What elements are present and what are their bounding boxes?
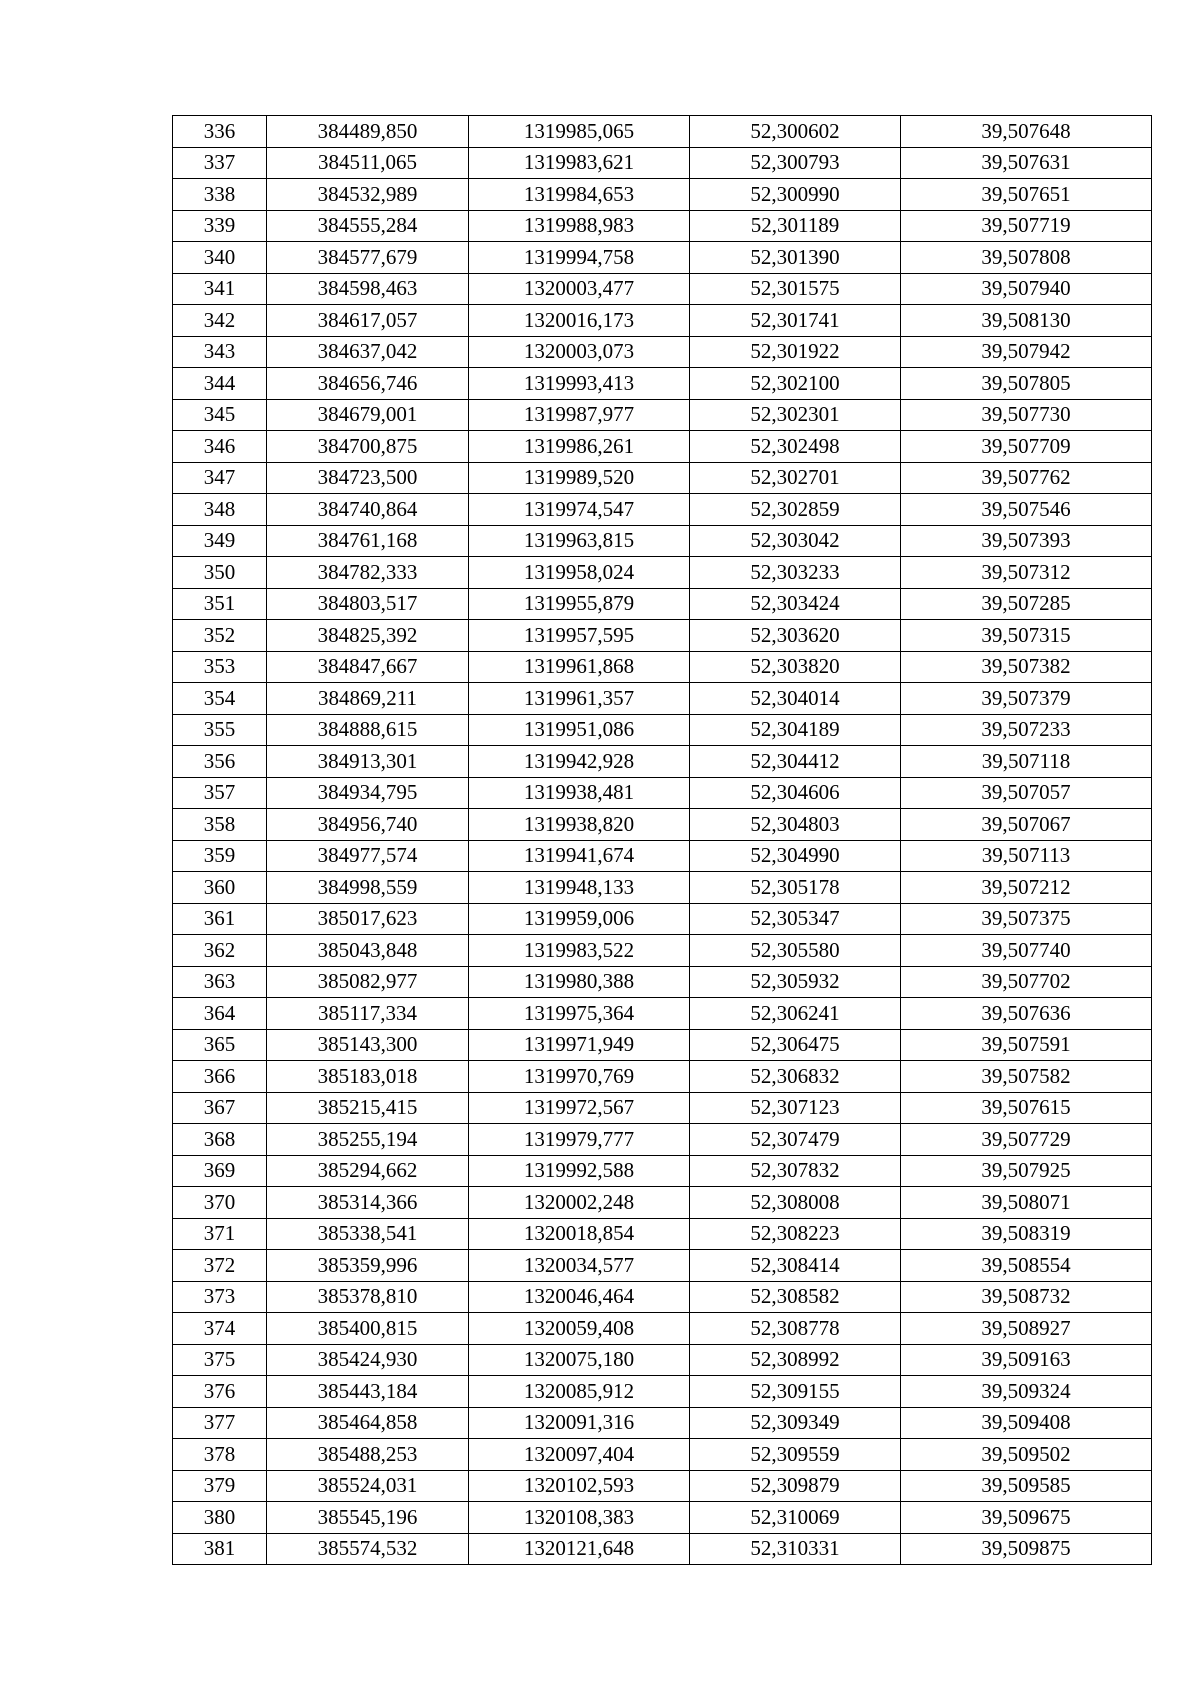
x-coordinate-cell: 384761,168	[267, 525, 469, 557]
x-coordinate-cell: 384869,211	[267, 683, 469, 715]
point-number-cell: 349	[173, 525, 267, 557]
latitude-cell: 52,308008	[690, 1187, 901, 1219]
latitude-cell: 52,304990	[690, 840, 901, 872]
x-coordinate-cell: 384656,746	[267, 368, 469, 400]
latitude-cell: 52,301922	[690, 336, 901, 368]
longitude-cell: 39,509502	[901, 1439, 1152, 1471]
y-coordinate-cell: 1319992,588	[469, 1155, 690, 1187]
y-coordinate-cell: 1319987,977	[469, 399, 690, 431]
table-row	[173, 525, 1152, 557]
y-coordinate-cell: 1319972,567	[469, 1092, 690, 1124]
longitude-cell: 39,507631	[901, 147, 1152, 179]
point-number-cell: 367	[173, 1092, 267, 1124]
longitude-cell: 39,507379	[901, 683, 1152, 715]
y-coordinate-cell: 1320003,477	[469, 273, 690, 305]
table-row	[173, 1187, 1152, 1219]
point-number-cell: 363	[173, 966, 267, 998]
table-row	[173, 1092, 1152, 1124]
point-number-cell: 343	[173, 336, 267, 368]
y-coordinate-cell: 1319957,595	[469, 620, 690, 652]
latitude-cell: 52,309155	[690, 1376, 901, 1408]
table-row	[173, 588, 1152, 620]
y-coordinate-cell: 1319975,364	[469, 998, 690, 1030]
table-row	[173, 368, 1152, 400]
table-row	[173, 1439, 1152, 1471]
table-row	[173, 1124, 1152, 1156]
longitude-cell: 39,509675	[901, 1502, 1152, 1534]
point-number-cell: 360	[173, 872, 267, 904]
latitude-cell: 52,305178	[690, 872, 901, 904]
longitude-cell: 39,507315	[901, 620, 1152, 652]
point-number-cell: 361	[173, 903, 267, 935]
table-row	[173, 431, 1152, 463]
table-row	[173, 966, 1152, 998]
y-coordinate-cell: 1319989,520	[469, 462, 690, 494]
longitude-cell: 39,507393	[901, 525, 1152, 557]
table-row	[173, 494, 1152, 526]
table-row	[173, 1281, 1152, 1313]
y-coordinate-cell: 1319951,086	[469, 714, 690, 746]
latitude-cell: 52,304606	[690, 777, 901, 809]
x-coordinate-cell: 384847,667	[267, 651, 469, 683]
x-coordinate-cell: 384977,574	[267, 840, 469, 872]
y-coordinate-cell: 1319938,481	[469, 777, 690, 809]
x-coordinate-cell: 385017,623	[267, 903, 469, 935]
x-coordinate-cell: 384803,517	[267, 588, 469, 620]
x-coordinate-cell: 385143,300	[267, 1029, 469, 1061]
point-number-cell: 374	[173, 1313, 267, 1345]
latitude-cell: 52,301741	[690, 305, 901, 337]
y-coordinate-cell: 1319961,357	[469, 683, 690, 715]
x-coordinate-cell: 384532,989	[267, 179, 469, 211]
latitude-cell: 52,303424	[690, 588, 901, 620]
table-row	[173, 1218, 1152, 1250]
point-number-cell: 357	[173, 777, 267, 809]
point-number-cell: 365	[173, 1029, 267, 1061]
longitude-cell: 39,509163	[901, 1344, 1152, 1376]
y-coordinate-cell: 1320102,593	[469, 1470, 690, 1502]
x-coordinate-cell: 385215,415	[267, 1092, 469, 1124]
point-number-cell: 378	[173, 1439, 267, 1471]
table-row	[173, 1250, 1152, 1282]
x-coordinate-cell: 384637,042	[267, 336, 469, 368]
table-row	[173, 116, 1152, 148]
table-row	[173, 840, 1152, 872]
y-coordinate-cell: 1319983,522	[469, 935, 690, 967]
latitude-cell: 52,301189	[690, 210, 901, 242]
latitude-cell: 52,306475	[690, 1029, 901, 1061]
x-coordinate-cell: 384511,065	[267, 147, 469, 179]
x-coordinate-cell: 385443,184	[267, 1376, 469, 1408]
latitude-cell: 52,303042	[690, 525, 901, 557]
table-row	[173, 273, 1152, 305]
table-row	[173, 462, 1152, 494]
latitude-cell: 52,303233	[690, 557, 901, 589]
latitude-cell: 52,302301	[690, 399, 901, 431]
point-number-cell: 359	[173, 840, 267, 872]
y-coordinate-cell: 1320108,383	[469, 1502, 690, 1534]
latitude-cell: 52,302100	[690, 368, 901, 400]
latitude-cell: 52,309349	[690, 1407, 901, 1439]
latitude-cell: 52,307479	[690, 1124, 901, 1156]
longitude-cell: 39,507808	[901, 242, 1152, 274]
table-row	[173, 1502, 1152, 1534]
y-coordinate-cell: 1319986,261	[469, 431, 690, 463]
longitude-cell: 39,507113	[901, 840, 1152, 872]
longitude-cell: 39,507615	[901, 1092, 1152, 1124]
y-coordinate-cell: 1319993,413	[469, 368, 690, 400]
longitude-cell: 39,507636	[901, 998, 1152, 1030]
latitude-cell: 52,300990	[690, 179, 901, 211]
x-coordinate-cell: 384888,615	[267, 714, 469, 746]
y-coordinate-cell: 1319958,024	[469, 557, 690, 589]
table-row	[173, 242, 1152, 274]
y-coordinate-cell: 1319942,928	[469, 746, 690, 778]
longitude-cell: 39,507382	[901, 651, 1152, 683]
latitude-cell: 52,300602	[690, 116, 901, 148]
point-number-cell: 336	[173, 116, 267, 148]
x-coordinate-cell: 384740,864	[267, 494, 469, 526]
y-coordinate-cell: 1320046,464	[469, 1281, 690, 1313]
longitude-cell: 39,507729	[901, 1124, 1152, 1156]
longitude-cell: 39,507730	[901, 399, 1152, 431]
point-number-cell: 369	[173, 1155, 267, 1187]
point-number-cell: 362	[173, 935, 267, 967]
y-coordinate-cell: 1319963,815	[469, 525, 690, 557]
longitude-cell: 39,507719	[901, 210, 1152, 242]
y-coordinate-cell: 1320002,248	[469, 1187, 690, 1219]
x-coordinate-cell: 385378,810	[267, 1281, 469, 1313]
point-number-cell: 381	[173, 1533, 267, 1565]
point-number-cell: 354	[173, 683, 267, 715]
point-number-cell: 346	[173, 431, 267, 463]
y-coordinate-cell: 1319983,621	[469, 147, 690, 179]
x-coordinate-cell: 384489,850	[267, 116, 469, 148]
table-row	[173, 210, 1152, 242]
coordinates-table-body	[173, 116, 1152, 1565]
point-number-cell: 339	[173, 210, 267, 242]
y-coordinate-cell: 1320003,073	[469, 336, 690, 368]
table-row	[173, 399, 1152, 431]
table-row	[173, 872, 1152, 904]
latitude-cell: 52,305347	[690, 903, 901, 935]
x-coordinate-cell: 385424,930	[267, 1344, 469, 1376]
point-number-cell: 370	[173, 1187, 267, 1219]
point-number-cell: 373	[173, 1281, 267, 1313]
latitude-cell: 52,306832	[690, 1061, 901, 1093]
x-coordinate-cell: 384577,679	[267, 242, 469, 274]
table-row	[173, 714, 1152, 746]
latitude-cell: 52,308414	[690, 1250, 901, 1282]
x-coordinate-cell: 384617,057	[267, 305, 469, 337]
x-coordinate-cell: 384934,795	[267, 777, 469, 809]
longitude-cell: 39,509408	[901, 1407, 1152, 1439]
longitude-cell: 39,507233	[901, 714, 1152, 746]
point-number-cell: 337	[173, 147, 267, 179]
table-row	[173, 1376, 1152, 1408]
table-row	[173, 1407, 1152, 1439]
table-row	[173, 1061, 1152, 1093]
table-row	[173, 1470, 1152, 1502]
y-coordinate-cell: 1319955,879	[469, 588, 690, 620]
point-number-cell: 358	[173, 809, 267, 841]
longitude-cell: 39,507651	[901, 179, 1152, 211]
x-coordinate-cell: 385464,858	[267, 1407, 469, 1439]
longitude-cell: 39,507805	[901, 368, 1152, 400]
y-coordinate-cell: 1320059,408	[469, 1313, 690, 1345]
longitude-cell: 39,508554	[901, 1250, 1152, 1282]
latitude-cell: 52,305580	[690, 935, 901, 967]
latitude-cell: 52,300793	[690, 147, 901, 179]
latitude-cell: 52,301575	[690, 273, 901, 305]
longitude-cell: 39,509585	[901, 1470, 1152, 1502]
point-number-cell: 379	[173, 1470, 267, 1502]
longitude-cell: 39,507591	[901, 1029, 1152, 1061]
point-number-cell: 348	[173, 494, 267, 526]
x-coordinate-cell: 385488,253	[267, 1439, 469, 1471]
y-coordinate-cell: 1319984,653	[469, 179, 690, 211]
point-number-cell: 353	[173, 651, 267, 683]
point-number-cell: 338	[173, 179, 267, 211]
longitude-cell: 39,507940	[901, 273, 1152, 305]
y-coordinate-cell: 1320034,577	[469, 1250, 690, 1282]
longitude-cell: 39,507285	[901, 588, 1152, 620]
y-coordinate-cell: 1319948,133	[469, 872, 690, 904]
latitude-cell: 52,304412	[690, 746, 901, 778]
longitude-cell: 39,507067	[901, 809, 1152, 841]
longitude-cell: 39,508927	[901, 1313, 1152, 1345]
table-row	[173, 147, 1152, 179]
longitude-cell: 39,509324	[901, 1376, 1152, 1408]
table-row	[173, 746, 1152, 778]
longitude-cell: 39,507212	[901, 872, 1152, 904]
point-number-cell: 364	[173, 998, 267, 1030]
point-number-cell: 340	[173, 242, 267, 274]
point-number-cell: 342	[173, 305, 267, 337]
longitude-cell: 39,507118	[901, 746, 1152, 778]
latitude-cell: 52,302859	[690, 494, 901, 526]
longitude-cell: 39,507648	[901, 116, 1152, 148]
latitude-cell: 52,310069	[690, 1502, 901, 1534]
latitude-cell: 52,308778	[690, 1313, 901, 1345]
point-number-cell: 376	[173, 1376, 267, 1408]
table-row	[173, 1155, 1152, 1187]
y-coordinate-cell: 1320075,180	[469, 1344, 690, 1376]
x-coordinate-cell: 385545,196	[267, 1502, 469, 1534]
latitude-cell: 52,303620	[690, 620, 901, 652]
y-coordinate-cell: 1320121,648	[469, 1533, 690, 1565]
table-row	[173, 305, 1152, 337]
latitude-cell: 52,302498	[690, 431, 901, 463]
point-number-cell: 371	[173, 1218, 267, 1250]
x-coordinate-cell: 385400,815	[267, 1313, 469, 1345]
y-coordinate-cell: 1319941,674	[469, 840, 690, 872]
longitude-cell: 39,507375	[901, 903, 1152, 935]
point-number-cell: 345	[173, 399, 267, 431]
point-number-cell: 366	[173, 1061, 267, 1093]
y-coordinate-cell: 1320097,404	[469, 1439, 690, 1471]
x-coordinate-cell: 385183,018	[267, 1061, 469, 1093]
x-coordinate-cell: 385082,977	[267, 966, 469, 998]
table-row	[173, 1313, 1152, 1345]
longitude-cell: 39,507057	[901, 777, 1152, 809]
x-coordinate-cell: 384782,333	[267, 557, 469, 589]
latitude-cell: 52,309879	[690, 1470, 901, 1502]
y-coordinate-cell: 1319985,065	[469, 116, 690, 148]
table-row	[173, 651, 1152, 683]
x-coordinate-cell: 384555,284	[267, 210, 469, 242]
latitude-cell: 52,305932	[690, 966, 901, 998]
longitude-cell: 39,507740	[901, 935, 1152, 967]
y-coordinate-cell: 1319979,777	[469, 1124, 690, 1156]
x-coordinate-cell: 385117,334	[267, 998, 469, 1030]
x-coordinate-cell: 385338,541	[267, 1218, 469, 1250]
table-row	[173, 557, 1152, 589]
longitude-cell: 39,507582	[901, 1061, 1152, 1093]
latitude-cell: 52,308992	[690, 1344, 901, 1376]
longitude-cell: 39,507546	[901, 494, 1152, 526]
table-row	[173, 620, 1152, 652]
x-coordinate-cell: 385524,031	[267, 1470, 469, 1502]
point-number-cell: 347	[173, 462, 267, 494]
point-number-cell: 355	[173, 714, 267, 746]
x-coordinate-cell: 384913,301	[267, 746, 469, 778]
y-coordinate-cell: 1320091,316	[469, 1407, 690, 1439]
table-row	[173, 935, 1152, 967]
y-coordinate-cell: 1320016,173	[469, 305, 690, 337]
table-row	[173, 179, 1152, 211]
point-number-cell: 368	[173, 1124, 267, 1156]
y-coordinate-cell: 1320018,854	[469, 1218, 690, 1250]
x-coordinate-cell: 384825,392	[267, 620, 469, 652]
longitude-cell: 39,508732	[901, 1281, 1152, 1313]
x-coordinate-cell: 385314,366	[267, 1187, 469, 1219]
longitude-cell: 39,507942	[901, 336, 1152, 368]
y-coordinate-cell: 1319970,769	[469, 1061, 690, 1093]
longitude-cell: 39,508319	[901, 1218, 1152, 1250]
x-coordinate-cell: 385574,532	[267, 1533, 469, 1565]
point-number-cell: 352	[173, 620, 267, 652]
y-coordinate-cell: 1319974,547	[469, 494, 690, 526]
longitude-cell: 39,507312	[901, 557, 1152, 589]
point-number-cell: 344	[173, 368, 267, 400]
point-number-cell: 356	[173, 746, 267, 778]
y-coordinate-cell: 1319961,868	[469, 651, 690, 683]
latitude-cell: 52,304803	[690, 809, 901, 841]
x-coordinate-cell: 385359,996	[267, 1250, 469, 1282]
table-row	[173, 1533, 1152, 1565]
y-coordinate-cell: 1319971,949	[469, 1029, 690, 1061]
y-coordinate-cell: 1319994,758	[469, 242, 690, 274]
x-coordinate-cell: 384679,001	[267, 399, 469, 431]
longitude-cell: 39,508130	[901, 305, 1152, 337]
point-number-cell: 350	[173, 557, 267, 589]
table-row	[173, 998, 1152, 1030]
latitude-cell: 52,310331	[690, 1533, 901, 1565]
latitude-cell: 52,308223	[690, 1218, 901, 1250]
table-row	[173, 903, 1152, 935]
longitude-cell: 39,508071	[901, 1187, 1152, 1219]
x-coordinate-cell: 384956,740	[267, 809, 469, 841]
table-row	[173, 777, 1152, 809]
longitude-cell: 39,507762	[901, 462, 1152, 494]
table-row	[173, 336, 1152, 368]
longitude-cell: 39,509875	[901, 1533, 1152, 1565]
table-row	[173, 809, 1152, 841]
latitude-cell: 52,304014	[690, 683, 901, 715]
longitude-cell: 39,507702	[901, 966, 1152, 998]
y-coordinate-cell: 1319980,388	[469, 966, 690, 998]
y-coordinate-cell: 1319938,820	[469, 809, 690, 841]
latitude-cell: 52,308582	[690, 1281, 901, 1313]
longitude-cell: 39,507925	[901, 1155, 1152, 1187]
point-number-cell: 380	[173, 1502, 267, 1534]
y-coordinate-cell: 1319959,006	[469, 903, 690, 935]
table-row	[173, 1344, 1152, 1376]
latitude-cell: 52,302701	[690, 462, 901, 494]
y-coordinate-cell: 1320085,912	[469, 1376, 690, 1408]
coordinates-table	[172, 115, 1152, 1565]
x-coordinate-cell: 385255,194	[267, 1124, 469, 1156]
point-number-cell: 375	[173, 1344, 267, 1376]
point-number-cell: 341	[173, 273, 267, 305]
x-coordinate-cell: 384700,875	[267, 431, 469, 463]
latitude-cell: 52,303820	[690, 651, 901, 683]
point-number-cell: 377	[173, 1407, 267, 1439]
table-row	[173, 683, 1152, 715]
longitude-cell: 39,507709	[901, 431, 1152, 463]
x-coordinate-cell: 385043,848	[267, 935, 469, 967]
point-number-cell: 351	[173, 588, 267, 620]
latitude-cell: 52,307832	[690, 1155, 901, 1187]
point-number-cell: 372	[173, 1250, 267, 1282]
latitude-cell: 52,307123	[690, 1092, 901, 1124]
latitude-cell: 52,304189	[690, 714, 901, 746]
latitude-cell: 52,309559	[690, 1439, 901, 1471]
y-coordinate-cell: 1319988,983	[469, 210, 690, 242]
x-coordinate-cell: 384723,500	[267, 462, 469, 494]
x-coordinate-cell: 384598,463	[267, 273, 469, 305]
x-coordinate-cell: 384998,559	[267, 872, 469, 904]
latitude-cell: 52,301390	[690, 242, 901, 274]
x-coordinate-cell: 385294,662	[267, 1155, 469, 1187]
table-row	[173, 1029, 1152, 1061]
latitude-cell: 52,306241	[690, 998, 901, 1030]
